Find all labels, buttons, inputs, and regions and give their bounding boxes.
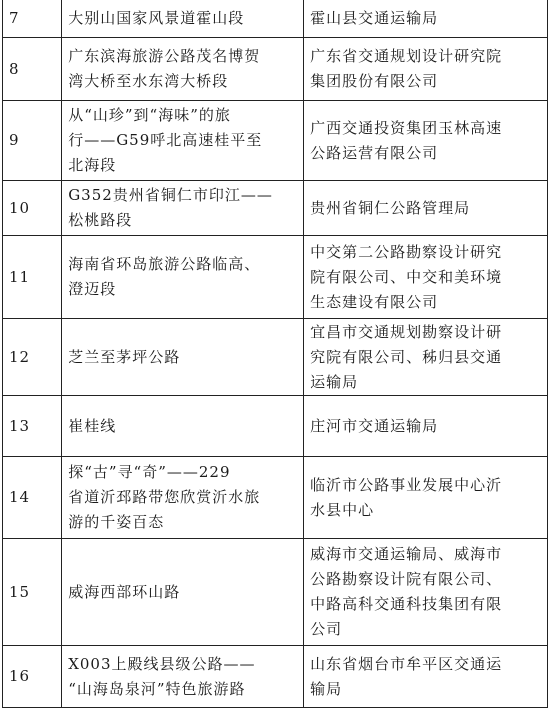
row-number: 13 [3, 396, 62, 457]
row-number: 7 [3, 0, 62, 38]
row-number: 14 [3, 457, 62, 539]
row-number: 8 [3, 38, 62, 101]
route-name: 海南省环岛旅游公路临高、 澄迈段 [62, 236, 304, 319]
route-name: 探“古”寻“奇”——229 省道沂邳路带您欣赏沂水旅 游的千姿百态 [62, 457, 304, 539]
route-name: 芝兰至茅坪公路 [62, 319, 304, 396]
table-row [3, 319, 548, 396]
table-row [3, 101, 548, 181]
route-table [2, 0, 548, 708]
route-name: G352贵州省铜仁市印江—— 松桃路段 [62, 181, 304, 236]
table-row [3, 38, 548, 101]
applicant-org: 广东省交通规划设计研究院 集团股份有限公司 [304, 38, 548, 101]
applicant-org: 临沂市公路事业发展中心沂 水县中心 [304, 457, 548, 539]
applicant-org: 霍山县交通运输局 [304, 0, 548, 38]
table-row [3, 236, 548, 319]
route-name: 广东滨海旅游公路茂名博贺 湾大桥至水东湾大桥段 [62, 38, 304, 101]
applicant-org: 庄河市交通运输局 [304, 396, 548, 457]
applicant-org: 山东省烟台市牟平区交通运 输局 [304, 646, 548, 708]
applicant-org: 广西交通投资集团玉林高速 公路运营有限公司 [304, 101, 548, 181]
row-number: 16 [3, 646, 62, 708]
table-row [3, 457, 548, 539]
route-name: 从“山珍”到“海味”的旅 行——G59呼北高速桂平至 北海段 [62, 101, 304, 181]
applicant-org: 威海市交通运输局、威海市 公路勘察设计院有限公司、 中路高科交通科技集团有限 公司 [304, 539, 548, 646]
applicant-org: 宜昌市交通规划勘察设计研 究院有限公司、秭归县交通 运输局 [304, 319, 548, 396]
table-row [3, 539, 548, 646]
applicant-org: 贵州省铜仁公路管理局 [304, 181, 548, 236]
route-name: 威海西部环山路 [62, 539, 304, 646]
row-number: 11 [3, 236, 62, 319]
route-name: 大别山国家风景道霍山段 [62, 0, 304, 38]
row-number: 10 [3, 181, 62, 236]
row-number: 9 [3, 101, 62, 181]
table-row [3, 396, 548, 457]
route-name: 崔桂线 [62, 396, 304, 457]
table-row [3, 0, 548, 38]
applicant-org: 中交第二公路勘察设计研究 院有限公司、中交和美环境 生态建设有限公司 [304, 236, 548, 319]
row-number: 15 [3, 539, 62, 646]
table-row [3, 181, 548, 236]
table-row [3, 646, 548, 708]
route-name: X003上殿线县级公路—— “山海岛泉河”特色旅游路 [62, 646, 304, 708]
row-number: 12 [3, 319, 62, 396]
